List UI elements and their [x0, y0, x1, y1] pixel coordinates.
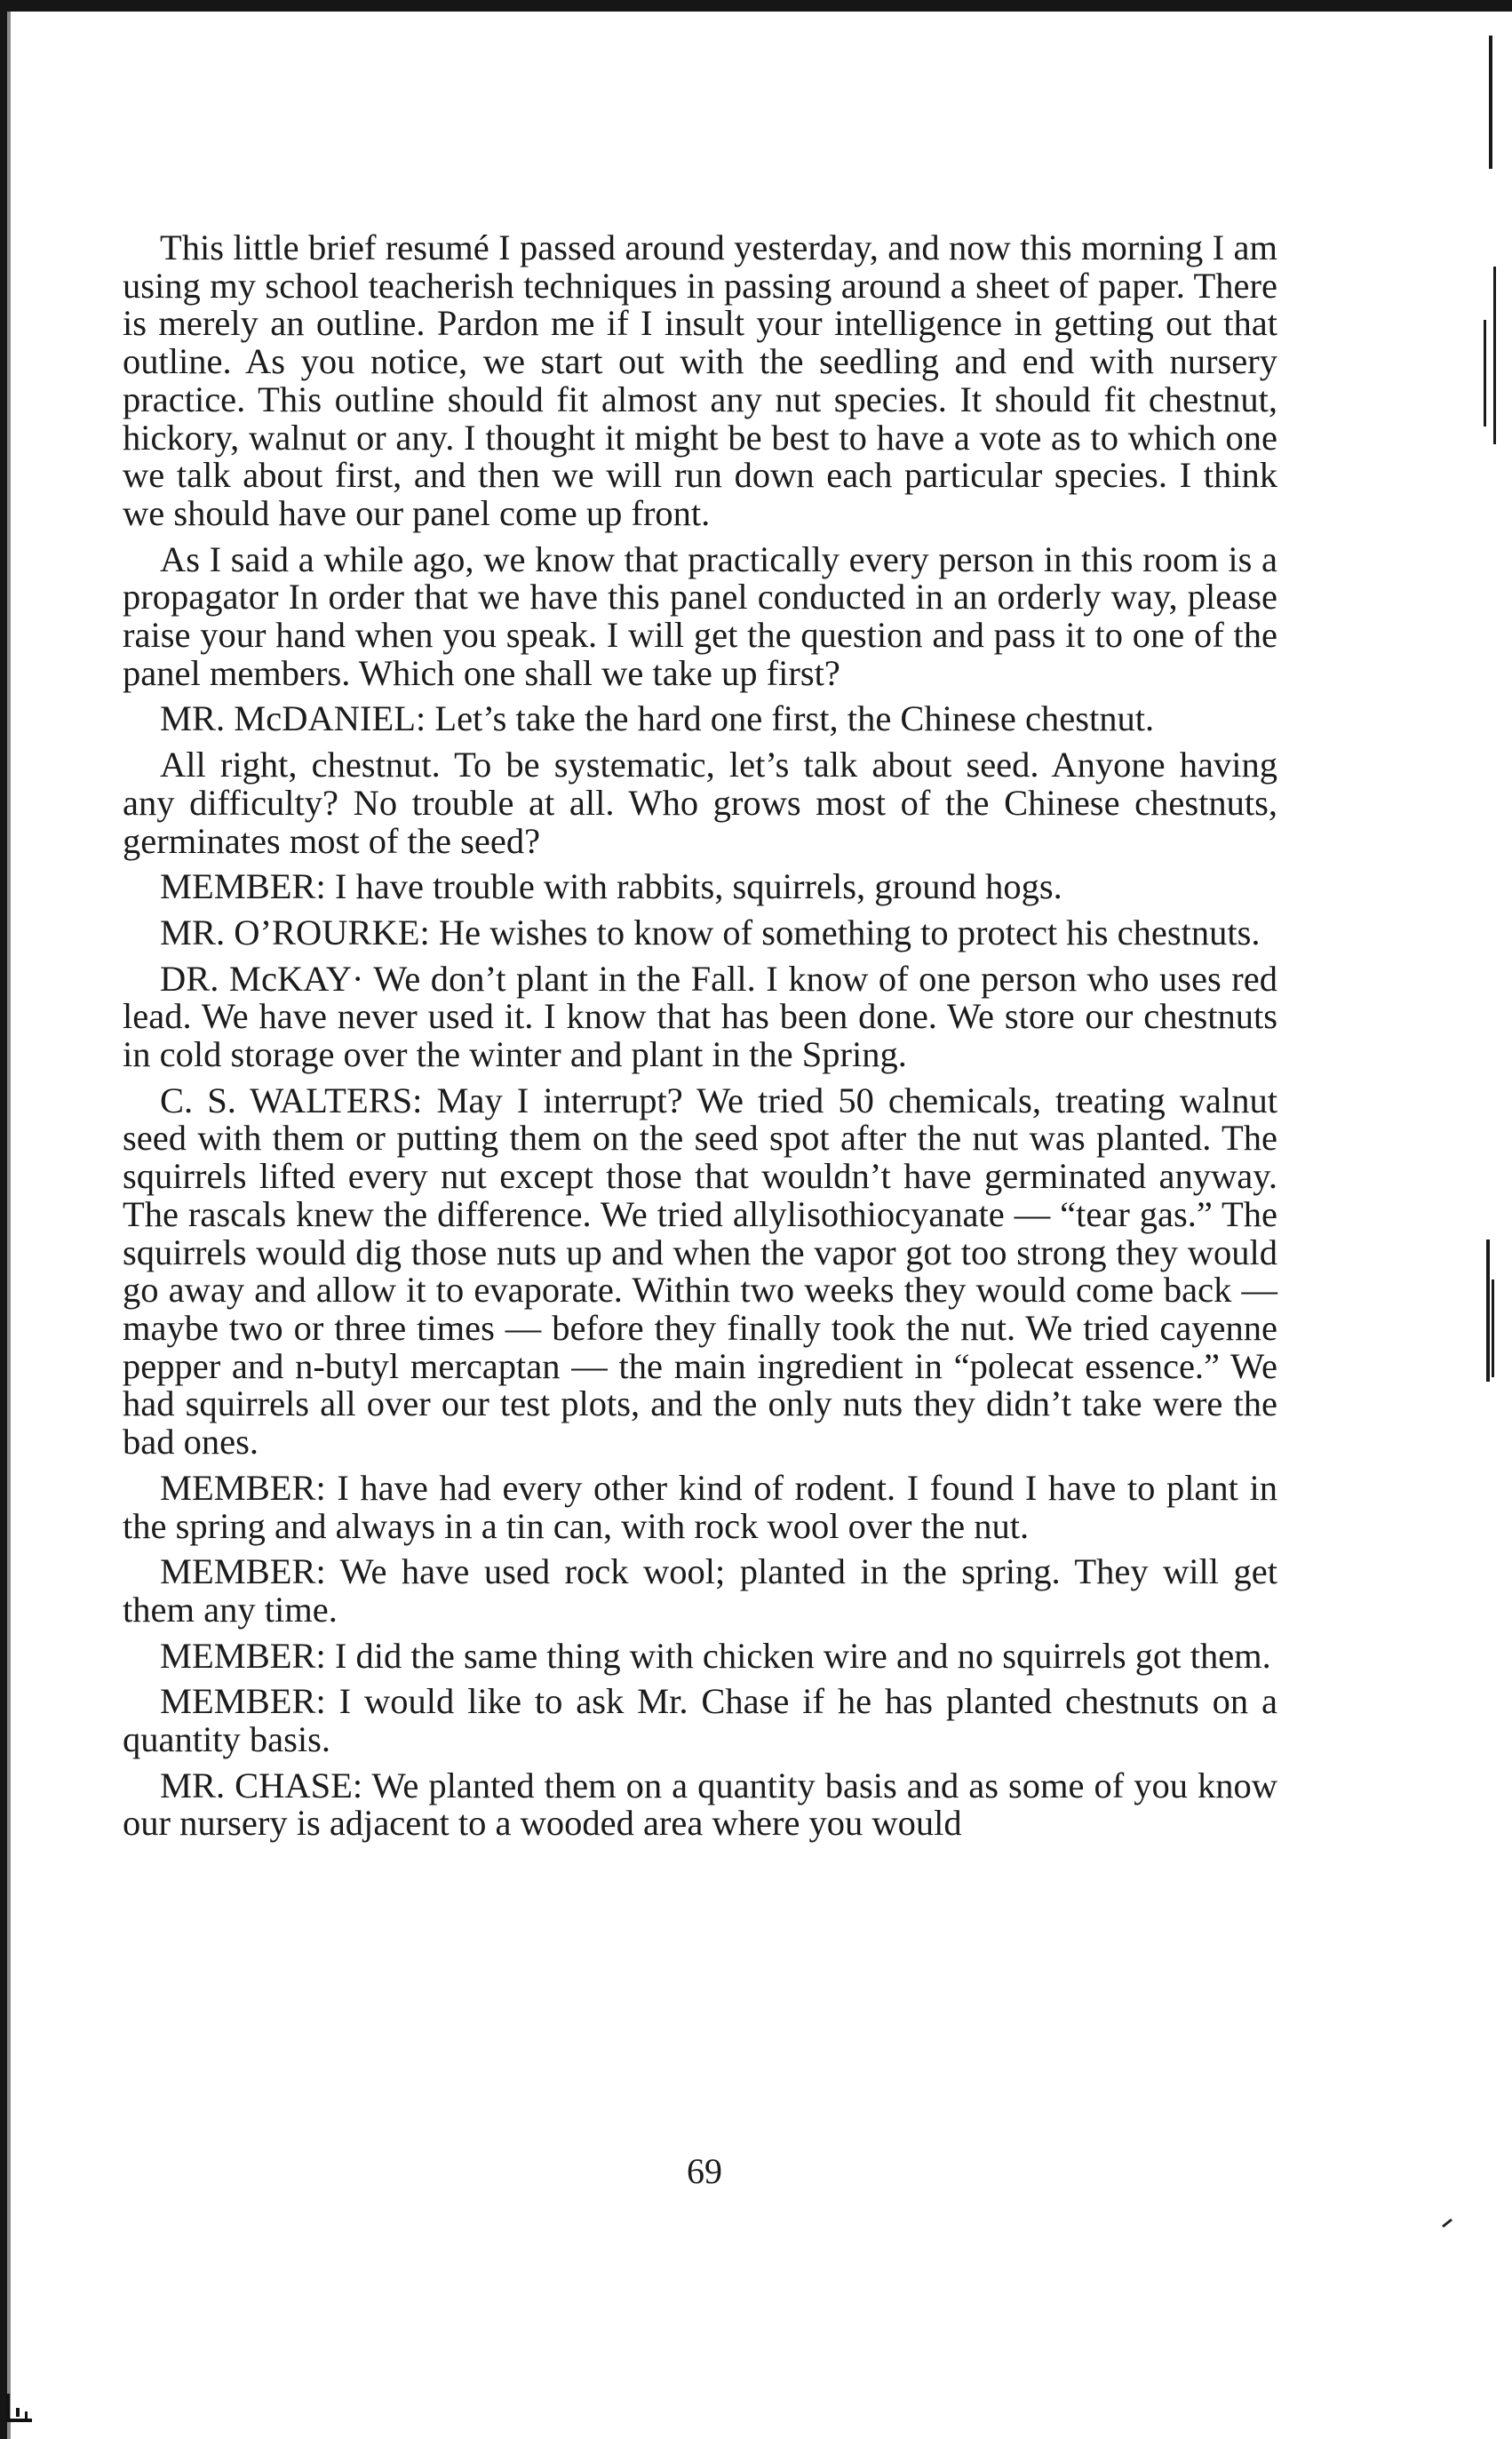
corner-scan-mark: [5, 2390, 36, 2430]
scan-border-left-shadow: [7, 12, 11, 2439]
edge-mark-3: [1484, 320, 1486, 426]
edge-mark-4: [1486, 1239, 1490, 1382]
paragraph-4: All right, chestnut. To be systematic, let’s talk about seed. Anyone having any difficulty? No trouble at all. Who grows most of the Chinese chestnuts, germinates most of the seed?: [123, 745, 1277, 861]
corner-scan-icon: [5, 2390, 36, 2426]
document-body: [123, 229, 1277, 1851]
paragraph-11: MEMBER: I did the same thing with chicken wire and no squirrels got them.: [160, 1635, 1271, 1676]
edge-mark-2: [1493, 267, 1496, 444]
stray-tick-mark: [1441, 2207, 1453, 2234]
paragraph-8: C. S. WALTERS: May I interrupt? We tried 50 chemicals, treating walnut seed with them or putting them on the seed spot after the nut was planted. The squirrels lifted every nut except those that wouldn’t have germinated anyway. The rascals knew the difference. We tried allylisothiocyanate — “tear gas.” The squirrels would dig those nuts up and when the vapor got too strong they would go away and allow it to evaporate. Within two weeks they would come back — maybe two or three times — before they finally took the nut. We tried cayenne pepper and n-butyl mercaptan — the main ingredient in “polecat essence.” We had squirrels all over our test plots, and the only nuts they didn’t take were the bad ones.: [123, 1080, 1277, 1463]
scan-border-top: [0, 0, 1512, 12]
paragraph-6: MR. O’ROURKE: He wishes to know of something to protect his chestnuts.: [160, 912, 1261, 952]
paragraph-13: MR. CHASE: We planted them on a quantity basis and as some of you know our nursery is adjacent to a wooded area where you would: [123, 1765, 1277, 1844]
edge-mark-1: [1489, 36, 1492, 169]
paragraph-2: As I said a while ago, we know that practically every person in this room is a propagator In order that we have this panel conducted in an orderly way, please raise your hand when you speak. I will get the question and pass it to one of the panel members. Which one shall we take up first?: [123, 538, 1277, 693]
edge-mark-5: [1492, 1279, 1494, 1377]
paragraph-3: MR. McDANIEL: Let’s take the hard one first, the Chinese chestnut.: [160, 698, 1155, 739]
paragraph-10: MEMBER: We have used rock wool; planted in the spring. They will get them any time.: [123, 1551, 1277, 1630]
paragraph-5: MEMBER: I have trouble with rabbits, squirrels, ground hogs.: [160, 866, 1062, 907]
paragraph-1: This little brief resumé I passed around yesterday, and now this morning I am using my school teacherish techniques in passing around a sheet of paper. There is merely an outline. Pardon me if I insult your intelligence in getting out that outline. As you notice, we start out with the seedling and end with nursery practice. This outline should fit almost any nut species. It should fit chestnut, hickory, walnut or any. I thought it might be best to have a vote as to which one we talk about first, and then we will run down each particular species. I think we should have our panel come up front.: [123, 227, 1277, 533]
paragraph-9: MEMBER: I have had every other kind of rodent. I found I have to plant in the spring and always in a tin can, with rock wool over the nut.: [123, 1467, 1277, 1546]
paragraph-7: DR. McKAY· We don’t plant in the Fall. I know of one person who uses red lead. We have never used it. I know that has been done. We store our chestnuts in cold storage over the winter and plant in the Spring.: [123, 958, 1277, 1075]
page-number: 69: [687, 2151, 722, 2191]
paragraph-12: MEMBER: I would like to ask Mr. Chase if he has planted chestnuts on a quantity basis.: [123, 1681, 1277, 1760]
scan-border-left: [0, 0, 7, 2439]
stray-tick-icon: [1441, 2216, 1453, 2228]
